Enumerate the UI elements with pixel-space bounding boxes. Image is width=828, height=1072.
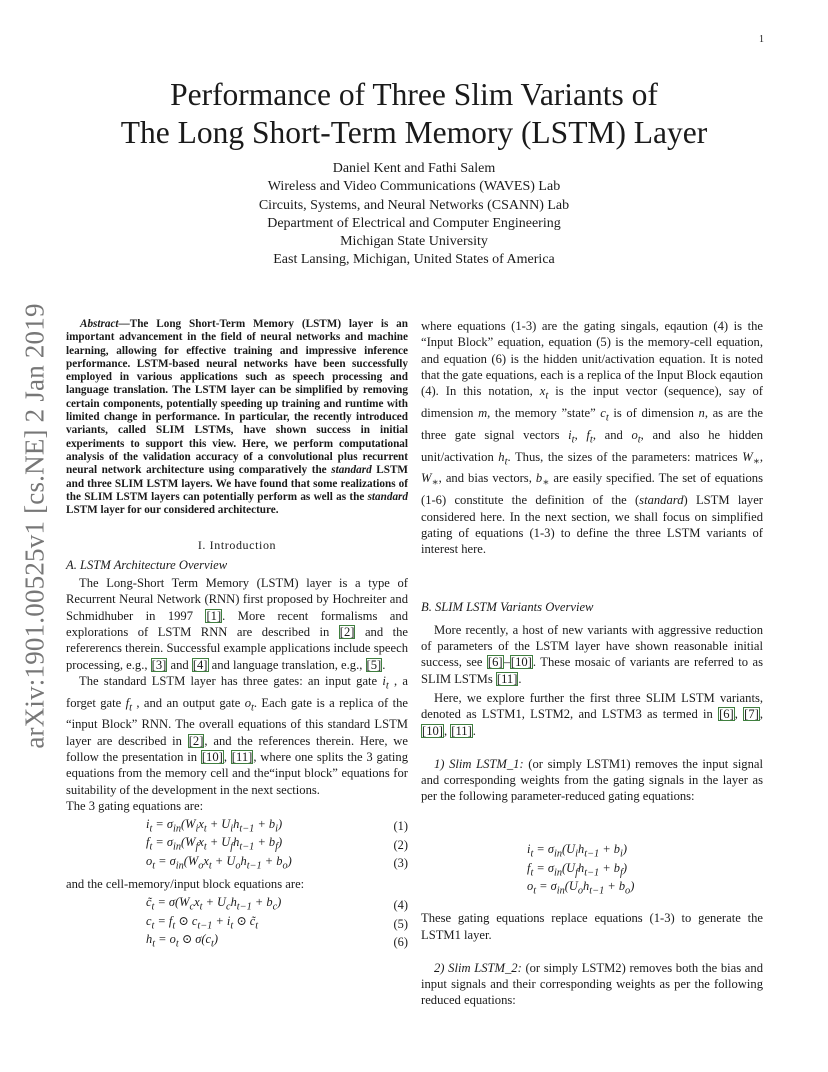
citation-link[interactable]: [7] xyxy=(744,707,759,722)
arxiv-stamp xyxy=(15,296,55,756)
section-heading-introduction: I. Introduction xyxy=(197,538,277,553)
lstm1-heading: 1) Slim LSTM_1: xyxy=(434,756,524,771)
lstm2-paragraph: 2) Slim LSTM_2: (or simply LSTM2) removes both the bias and input signals and their corresponding weights as per the following reduced equations: xyxy=(421,960,763,1008)
lstm2-heading: 2) Slim LSTM_2: xyxy=(434,960,522,975)
lstm1-paragraph: 1) Slim LSTM_1: (or simply LSTM1) removes the input signal and corresponding weights from the gating signals in the layer as per the following parameter-reduced gating equations: xyxy=(421,756,763,804)
equation-number: (4) xyxy=(393,898,408,913)
affiliation-4: Michigan State University xyxy=(340,234,488,250)
equation-block-gates xyxy=(66,817,408,873)
equation-number: (5) xyxy=(393,916,408,931)
equation-number: (3) xyxy=(393,856,408,871)
equation-block-cell xyxy=(66,896,408,952)
citation-link[interactable]: [1] xyxy=(206,608,222,623)
abstract: Abstract—The Long Short-Term Memory (LSTM) layer is an important advancement in the field of neural networks and machine learning, allowing for effective training and impressive inference performance. LSTM-based neural networks have been successfully employed in various applications such as speech processing and language translation. The LSTM layer can be simplified by removing certain components, potentially speeding up training and runtime with limited change in performance. In particular, the recently introduced variants, called SLIM LSTMs, have shown success in initial experiments to support this view. Here, we perform computational analysis of the validation accuracy of a convolutional plus recurrent neural network architecture using comparatively the standard LSTM and three SLIM LSTM layers. We have found that some realizations of the SLIM LSTM layers can potentially perform as well as the standard LSTM layer for our considered architecture. xyxy=(66,318,408,517)
paper-title xyxy=(66,76,762,152)
equation-5: $c_t = f_t$ ⊙ $c_{t-1} + i_t$ ⊙ $c̃_t$ (5) xyxy=(146,913,408,932)
affiliation-3: Department of Electrical and Computer Engineering xyxy=(267,215,561,231)
equation-2: $f_t = \sigma_{in}(W_fx_t + U_fh_{t-1} + b_f)$ (2) xyxy=(146,835,408,853)
citation-link[interactable]: [11] xyxy=(231,750,253,765)
affiliation-5: East Lansing, Michigan, United States of America xyxy=(273,252,555,268)
author-names: Daniel Kent and Fathi Salem xyxy=(332,161,496,176)
intro-paragraph-2: The standard LSTM layer has three gates: an input gate $i_t$ , a forget gate $f_t$ , and an output gate $o_t$. Each gate is a replica of the “input Block” RNN. The overall equations of this standard LSTM layer are described in [2], and the references therein. Here, we follow the presentation in [10], [11], where one splits the 3 gating equations from the memory cell and the“input block” equations for suitability of the development in the next sections. xyxy=(66,673,409,797)
title-line-2: The Long Short-Term Memory (LSTM) Layer xyxy=(120,115,708,150)
citation-link[interactable]: [6] xyxy=(487,655,503,670)
slim-paragraph-2: Here, we explore further the first three SLIM LSTM variants, denoted as LSTM1, LSTM2, and LSTM3 as termed in [6], [7], [10], [11]. xyxy=(421,690,763,738)
affiliation-2: Circuits, Systems, and Neural Networks (CSANN) Lab xyxy=(258,197,570,213)
equation-1: $i_t = \sigma_{in}(W_ix_t + U_ih_{t-1} + b_i)$ (1) xyxy=(146,816,408,835)
equation-lstm1-o: $o_t = \sigma_{in}(U_oh_{t-1} + b_o)$ xyxy=(527,879,635,897)
equation-lstm1-i: $i_t = \sigma_{in}(U_ih_{t-1} + b_i)$ xyxy=(527,842,627,860)
equation-4: $c̃_t = \sigma(W_cx_t + U_ch_{t-1} + b_c)$ (4) xyxy=(146,895,408,913)
lstm1-conclusion: These gating equations replace equations (1-3) to generate the LSTM1 layer. xyxy=(421,911,763,942)
equation-number: (6) xyxy=(393,935,408,950)
citation-link[interactable]: [10] xyxy=(510,655,532,670)
equation-3: $o_t = \sigma_{in}(W_ox_t + U_oh_{t-1} + b_o)$ (3) xyxy=(146,853,408,872)
author-block xyxy=(66,160,762,270)
citation-link[interactable]: [11] xyxy=(496,671,518,686)
citation-link[interactable]: [5] xyxy=(366,657,382,672)
equation-6: $h_t = o_t$ ⊙ $\sigma(c_t)$ (6) xyxy=(146,932,408,950)
arxiv-stamp-text: arXiv:1901.00525v1 [cs.NE] 2 Jan 2019 xyxy=(19,303,50,749)
abstract-label: Abstract xyxy=(80,318,119,330)
citation-link[interactable]: [3] xyxy=(151,657,167,672)
right-column xyxy=(421,318,763,1009)
notation-paragraph: where equations (1-3) are the gating singals, eqaution (4) is the “Input Block” equation, equation (5) is the memory-cell equation, and equation (6) is the hidden unit/activation equation. It is noted that the gate equations, each is a replica of the Input Block eqaution (4). In this notation, $x_t$ is the input vector (sequence), say of dimension m, the memory ”state” $c_t$ is of dimension n, as are the three gate signal vectors $i_t$, $f_t$, and $o_t$, and also he hidden unit/activation $h_t$. Thus, the sizes of the parameters: matrices $W_∗$, $W_∗$, and bias vectors, $b_∗$ are easily specified. The set of equations (1-6) constitute the definition of the (standard) LSTM layer considered here. In the next section, we shall focus on simplified gating of equations (1-3) to define the three LSTM variants of interest here. xyxy=(421,319,764,557)
intro-paragraph-1: The Long-Short Term Memory (LSTM) layer is a type of Recurrent Neural Network (RNN) first proposed by Hochreiter and Schmidhuber in 1997 [1]. More recent formalisms and explorations of LSTM RNN are described in [2] and the refererencs therein. Successful example applications include speech processing, e.g., [3] and [4] and language translation, e.g., [5]. xyxy=(66,576,408,672)
citation-link[interactable]: [11] xyxy=(451,723,472,738)
subsection-heading-a: A. LSTM Architecture Overview xyxy=(66,557,228,572)
subsection-heading-b: B. SLIM LSTM Variants Overview xyxy=(421,600,594,615)
affiliation-1: Wireless and Video Communications (WAVES) Lab xyxy=(267,179,561,195)
citation-link[interactable]: [10] xyxy=(201,750,223,765)
equation-number: (1) xyxy=(393,819,408,834)
citation-link[interactable]: [10] xyxy=(422,723,443,738)
citation-link[interactable]: [6] xyxy=(719,707,734,722)
equation-block-lstm1 xyxy=(421,843,763,899)
title-line-1: Performance of Three Slim Variants of xyxy=(170,77,658,112)
equation-number: (2) xyxy=(393,837,408,852)
gating-intro: The 3 gating equations are: xyxy=(66,798,204,813)
page-number: 1 xyxy=(759,34,764,45)
cell-intro: and the cell-memory/input block equations are: xyxy=(66,876,305,891)
equation-lstm1-f: $f_t = \sigma_{in}(U_fh_{t-1} + b_f)$ xyxy=(527,860,627,879)
left-column xyxy=(66,318,408,952)
citation-link[interactable]: [4] xyxy=(192,657,208,672)
citation-link[interactable]: [2] xyxy=(188,733,204,748)
citation-link[interactable]: [2] xyxy=(339,624,355,639)
slim-paragraph-1: More recently, a host of new variants with aggressive reduction of parameters of the LSTM layer have shown reasonable initial success, see [6]–[10]. These mosaic of variants are referred to as SLIM LSTMs [11]. xyxy=(421,622,763,686)
